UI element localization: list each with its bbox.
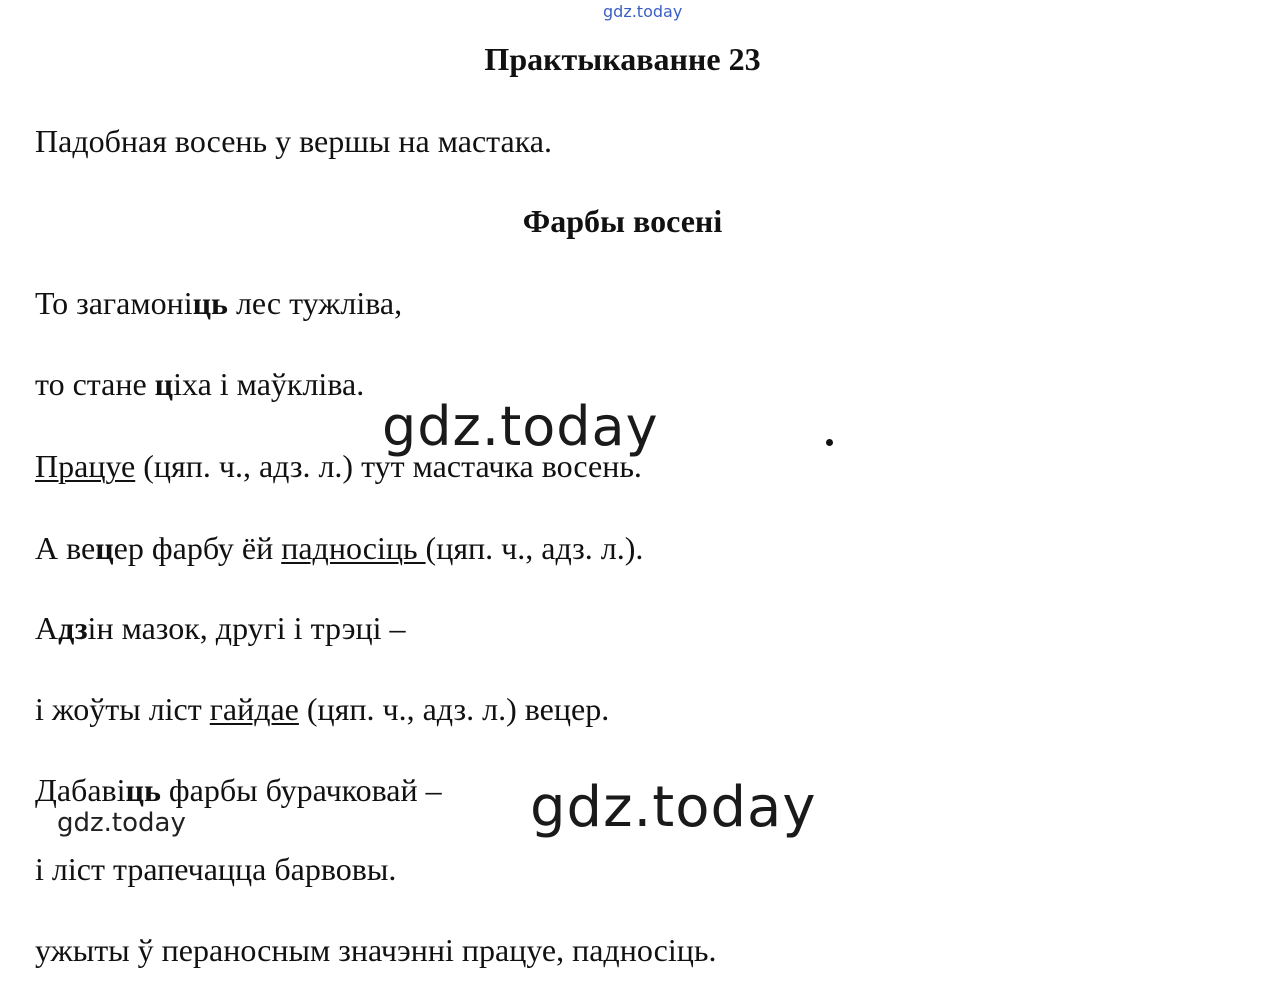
poem-line-1	[35, 285, 402, 322]
watermark-top: gdz.today	[603, 2, 683, 21]
intro-text: Падобная восень у вершы на мастака.	[35, 123, 552, 159]
page-title: Практыкаванне 23	[484, 41, 761, 77]
underlined-verb: гайдае	[209, 691, 299, 727]
text-segment: лес тужліва,	[227, 285, 403, 321]
poem-line-5	[35, 610, 405, 647]
note-line: ужыты ў пераносным значэнні працуе, падносіць.	[35, 932, 717, 968]
text-segment: то стане	[35, 366, 155, 402]
highlighted-letters: ць	[125, 772, 161, 808]
poem-line-2	[35, 366, 364, 403]
text-segment: (цяп. ч., адз. л.).	[425, 530, 644, 566]
poem-line-6	[35, 691, 609, 728]
text-segment: А	[35, 610, 59, 646]
text-segment: То загамоні	[35, 285, 193, 321]
text-segment: ер фарбу ёй	[113, 530, 282, 566]
watermark-dot	[826, 439, 833, 446]
text-segment: (цяп. ч., адз. л.) тут мастачка восень.	[135, 448, 642, 484]
highlighted-letters: ць	[192, 285, 228, 321]
text-segment: (цяп. ч., адз. л.) вецер.	[298, 691, 610, 727]
watermark-bottom: gdz.today	[530, 775, 817, 840]
underlined-verb: падносіць	[281, 530, 426, 566]
poem-line-4	[35, 530, 643, 567]
watermark-small: gdz.today	[57, 808, 186, 838]
text-segment: Дабаві	[35, 772, 126, 808]
watermark-middle: gdz.today	[382, 395, 659, 458]
poem-title: Фарбы восені	[522, 203, 723, 239]
text-segment: і жоўты ліст	[35, 691, 210, 727]
poem-line-7	[35, 772, 442, 809]
text-segment: ін мазок, другі і трэці –	[87, 610, 406, 646]
text-segment: фарбы бурачковай –	[160, 772, 442, 808]
highlighted-letters: ц	[154, 366, 174, 402]
underlined-verb: Працуе	[35, 448, 136, 484]
text-segment: іха і маўкліва.	[173, 366, 365, 402]
highlighted-letters: ц	[95, 530, 114, 566]
highlighted-letters: дз	[58, 610, 88, 646]
text-segment: А ве	[35, 530, 96, 566]
poem-line-8: і ліст трапечацца барвовы.	[35, 851, 397, 887]
